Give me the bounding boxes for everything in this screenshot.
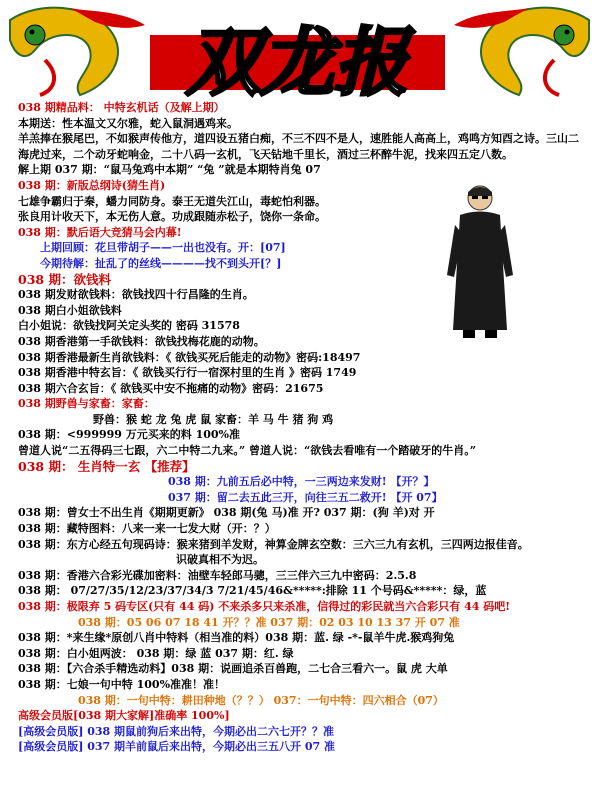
- text-line: 野兽：猴 蛇 龙 兔 虎 鼠 家畜：羊 马 牛 猪 狗 鸡: [93, 412, 334, 426]
- text-line: 本期送：性本温文又尔雅，蛇入鼠洞遇鸡来。: [18, 116, 238, 130]
- right-dragon-icon: [454, 8, 589, 95]
- article-body: [18, 100, 583, 755]
- text-line: 038 期香港中特玄旨：《 欲钱买行行一宿深村里的生肖 》密码 1749: [18, 366, 357, 380]
- text-line: 今期待解：扯乱了的丝线————找不到头开[？]: [40, 256, 282, 270]
- section-heading: 038 期： 生肖特一玄 【推荐】: [18, 458, 195, 474]
- text-line: 038 期香港最新生肖欲钱料：《 欲钱买死后能走的动物》密码:18497: [18, 350, 361, 364]
- text-line: 038 期：东方心经五句现码诗：猴来猪到羊发财，神算金牌玄空数：三六三九有玄机，三四两边报佳音。: [18, 537, 529, 551]
- text-line: 曾道人说“二五得码三七跟，六二中特二九来。” 曾道人说：“欲钱去看唯有一个踏破牙的牛肖。”: [18, 444, 477, 458]
- text-line: 白小姐说：欲钱找阿关定头奖的 密码 31578: [18, 319, 240, 333]
- text-line: [高级会员版] 037 期羊前鼠后来出特，今期必出三五八开 07 准: [18, 740, 335, 754]
- section-heading: 高级会员版[038 期大家解]准确率 100%]: [18, 709, 230, 723]
- text-line: 038 期：藏特图料：八来一来一七发大财（开：？）: [18, 522, 276, 536]
- text-line: 上期回顾：花旦带胡子——一出也没有。开：[07]: [40, 241, 286, 255]
- text-line: 038 期：<999999 万元买来的料 100%准: [18, 428, 241, 442]
- banner: [0, 0, 599, 100]
- section-heading: 038 期野兽与家畜：家畜：: [18, 397, 155, 411]
- text-line: 038 期白小姐欲钱料: [18, 303, 122, 317]
- text-line: 038 期：一句中特：耕田种地（？？） 037：一句中特：四六相合（07）: [78, 693, 444, 707]
- text-line: 038 期： 07/27/35/12/23/37/34/3 7/21/45/46&*****:排除 11 个号码&*****：绿，蓝: [18, 584, 487, 598]
- text-line: 038 期：七娘一句中特 100%准准！准！: [18, 677, 226, 691]
- text-line: 037 期：留二去五此三开，向往三五二救开! 【开 07】: [168, 490, 443, 504]
- text-line: 解上期 037 期：“鼠马兔鸡中本期” “兔 ”就是本期特肖兔 07: [18, 163, 321, 177]
- section-heading: 038 期：欲钱料: [18, 271, 111, 287]
- text-line: 038 期：香港六合彩光碟加密料：油壁车轻郎马骢，三三伴六三九中密码：2.5.8: [18, 568, 417, 582]
- text-line: 识破真相不为迟。: [176, 553, 264, 567]
- text-line: 038 期：*来生缘*原创八肖中特料（相当准的料）038 期：蓝. 绿 -*-鼠羊牛虎.猴鸡狗兔: [18, 631, 455, 645]
- text-line: 038 期：极限弃 5 码专区(只有 44 码) 不来杀多只来杀准，信得过的彩民就当六合彩只有 44 码吧!: [18, 600, 511, 613]
- text-paragraph: 羊羔捧在猴尾巴，不如猴声传他方，道四设五猪白痴，不三不四不是人，速胜能人高高上，鸡鸣方知酉之诗。三山二海虎过来，二个动牙蛇响金，二十八码一玄机，飞天钻地千里长，酒过三杯醉牛泥，找来四五定八数。: [18, 132, 579, 161]
- section-heading: 038 期：新版总纲诗(猜生肖): [18, 178, 166, 192]
- text-line: 038 期：九前五后必中特，一三两边来发财! 【开？】: [168, 475, 435, 489]
- text-line: 七雄争霸归于秦，蟠力同防身。泰王无道失江山，毒蛇怕利器。: [18, 194, 326, 208]
- text-line: 038 期：白小姐两波： 038 期：绿 蓝 037 期：红. 绿: [18, 646, 294, 660]
- section-heading: 038 期：默后语大竞猜马会内幕!: [18, 225, 182, 239]
- banner-title: 双龙报: [186, 20, 408, 100]
- text-line: 038 期：【六合杀手精选动料】038 期：说画追杀百兽跑，二七合三看六一。鼠 虎 大单: [18, 662, 448, 676]
- text-line: [高级会员版] 038 期鼠前狗后来出特，今期必出二六七开？？准: [18, 724, 335, 738]
- text-line: 张良用计收天下，本无伤人意。功成跟随赤松子，饶你一条命。: [18, 210, 326, 224]
- text-line: 038 期：05 06 07 18 41 开？？准 037 期：02 03 10 13 37 开 07 准: [78, 615, 460, 629]
- text-line: 038 期香港第一手欲钱料：欲钱找梅花鹿的动物。: [18, 334, 265, 348]
- text-line: 038 期发财欲钱料：欲钱找四十行昌隆的生肖。: [18, 288, 254, 302]
- section-heading: 038 期精品料： 中特玄机话（及解上期）: [18, 101, 225, 114]
- text-line: 038 期六合玄旨：《 欲钱买中安不拖痛的动物》密码：21675: [18, 381, 324, 395]
- left-dragon-icon: [10, 8, 145, 95]
- text-line: 038 期：曾女士不出生肖《期期更新》 038 期(兔 马)准 开? 037 期：(狗 羊)对 开: [18, 506, 435, 520]
